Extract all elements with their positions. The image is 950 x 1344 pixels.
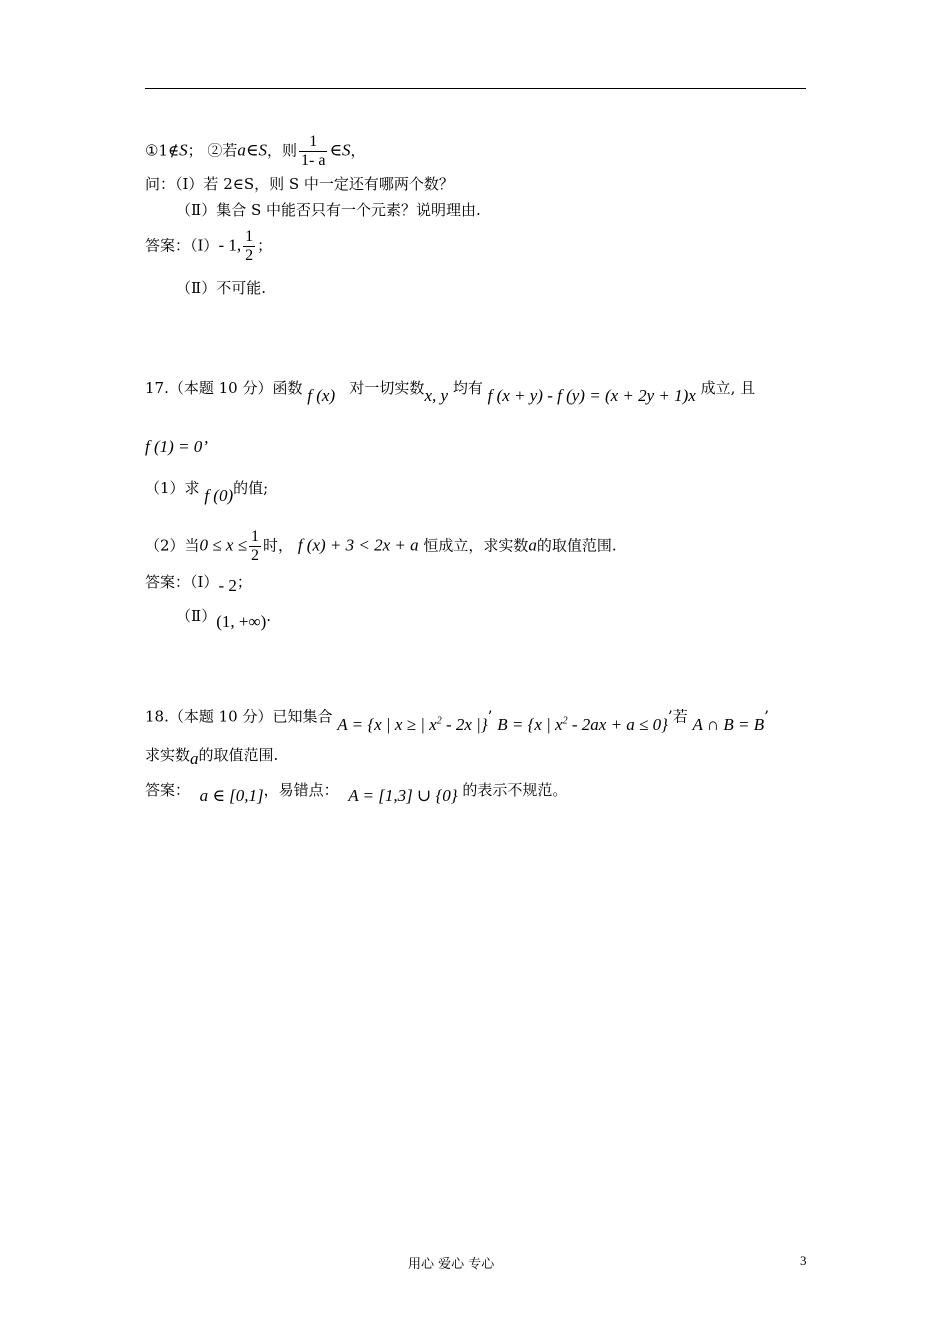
text: 恒成立，求实数 [423, 536, 529, 555]
frac-num: 1 [299, 133, 327, 152]
text: 18.（本题 10 分）已知集合 [145, 707, 333, 726]
text: 求实数 [145, 746, 191, 764]
math: A = [1,3] ∪ {0} [348, 786, 458, 805]
header-rule [145, 88, 806, 89]
math: a [237, 140, 246, 160]
question-17 [145, 378, 756, 405]
condition-line [145, 133, 366, 170]
frac-num: 1 [251, 528, 260, 545]
math: f (x) [307, 386, 336, 405]
text: ，易错点： [263, 781, 339, 799]
text: 的表示不规范。 [462, 781, 568, 799]
math: - 2x |} [441, 714, 488, 734]
q17-part1 [145, 478, 269, 505]
math: A = {x | x ≥ | x [337, 714, 437, 734]
math: - 1, [218, 235, 242, 255]
text: ’ [487, 707, 493, 726]
math: S [258, 140, 267, 160]
text: （2）当 [145, 536, 200, 555]
question-line-2: （Ⅱ）集合 S 中能否只有一个元素？说明理由. [176, 201, 481, 219]
text: ①1∉ [145, 141, 180, 160]
math: f (0) [204, 486, 234, 505]
math: - 2ax + a ≤ 0} [567, 714, 668, 734]
q17-condition: f (1) = 0’ [145, 437, 208, 456]
math-set-a [337, 715, 487, 734]
text: （1）求 [145, 479, 200, 497]
page-number: 3 [800, 1253, 807, 1268]
math: a [190, 749, 199, 768]
math: a ∈ [0,1] [199, 786, 264, 805]
text: 对一切实数 [349, 379, 425, 397]
text: 答案：（Ⅰ） [145, 573, 219, 591]
text: 的取值范围. [198, 746, 279, 764]
math: S [342, 140, 351, 160]
text: 答案： [145, 781, 191, 799]
math-set-b [497, 715, 668, 734]
q17-answer-2 [176, 606, 272, 631]
math: (1, +∞) [216, 612, 267, 631]
math: S [179, 140, 188, 160]
text: 成立, 且 [700, 379, 756, 397]
text: 均有 [452, 379, 483, 397]
answer-line-2: （Ⅱ）不可能. [176, 279, 266, 297]
math: f (x) + 3 < 2x + a [297, 535, 419, 555]
text: 的取值范围. [536, 536, 617, 555]
superscript: 2 [562, 715, 568, 726]
math: f (x + y) - f (y) = (x + 2y + 1)x [487, 386, 696, 405]
math: B = {x | x [497, 714, 563, 734]
math: x, y [424, 386, 449, 405]
math: - 2 [218, 576, 237, 595]
math: a [528, 535, 537, 555]
text: ，则 [266, 141, 297, 160]
q17-part2 [145, 528, 617, 565]
text: 答案：（Ⅰ） [145, 236, 219, 255]
text: （Ⅱ） [176, 607, 217, 625]
math: A ∩ B = B [692, 714, 765, 734]
question-line: 问：（Ⅰ）若 2∈S，则 S 中一定还有哪两个数？ [145, 175, 454, 193]
text: ； ②若 [187, 141, 238, 160]
text: ’ [764, 707, 769, 726]
q17-answer [145, 572, 252, 595]
fraction [249, 528, 261, 565]
math: 0 ≤ x ≤ [199, 535, 248, 555]
frac-den: 1- a [301, 152, 326, 169]
footer-text: 用心 爱心 专心 [408, 1257, 495, 1272]
text: . [266, 607, 272, 625]
answer-line [145, 228, 272, 265]
text: 17.（本题 10 分）函数 [145, 379, 303, 397]
text: 的值; [233, 479, 269, 497]
math: ∈ [329, 140, 343, 160]
q18-answer [145, 780, 568, 805]
superscript: 2 [436, 715, 442, 726]
frac-num: 1 [245, 228, 254, 245]
fraction [243, 228, 255, 265]
frac-den: 2 [251, 547, 260, 564]
text: ’若 [667, 707, 688, 726]
math: ∈ [245, 140, 259, 160]
text: ； [257, 236, 273, 255]
fraction [299, 133, 327, 170]
q18-ask [145, 745, 279, 768]
frac-den: 2 [245, 247, 254, 264]
question-18 [145, 703, 769, 734]
text: ， [350, 141, 366, 160]
text: ； [236, 573, 252, 591]
text: 时， [263, 536, 294, 555]
